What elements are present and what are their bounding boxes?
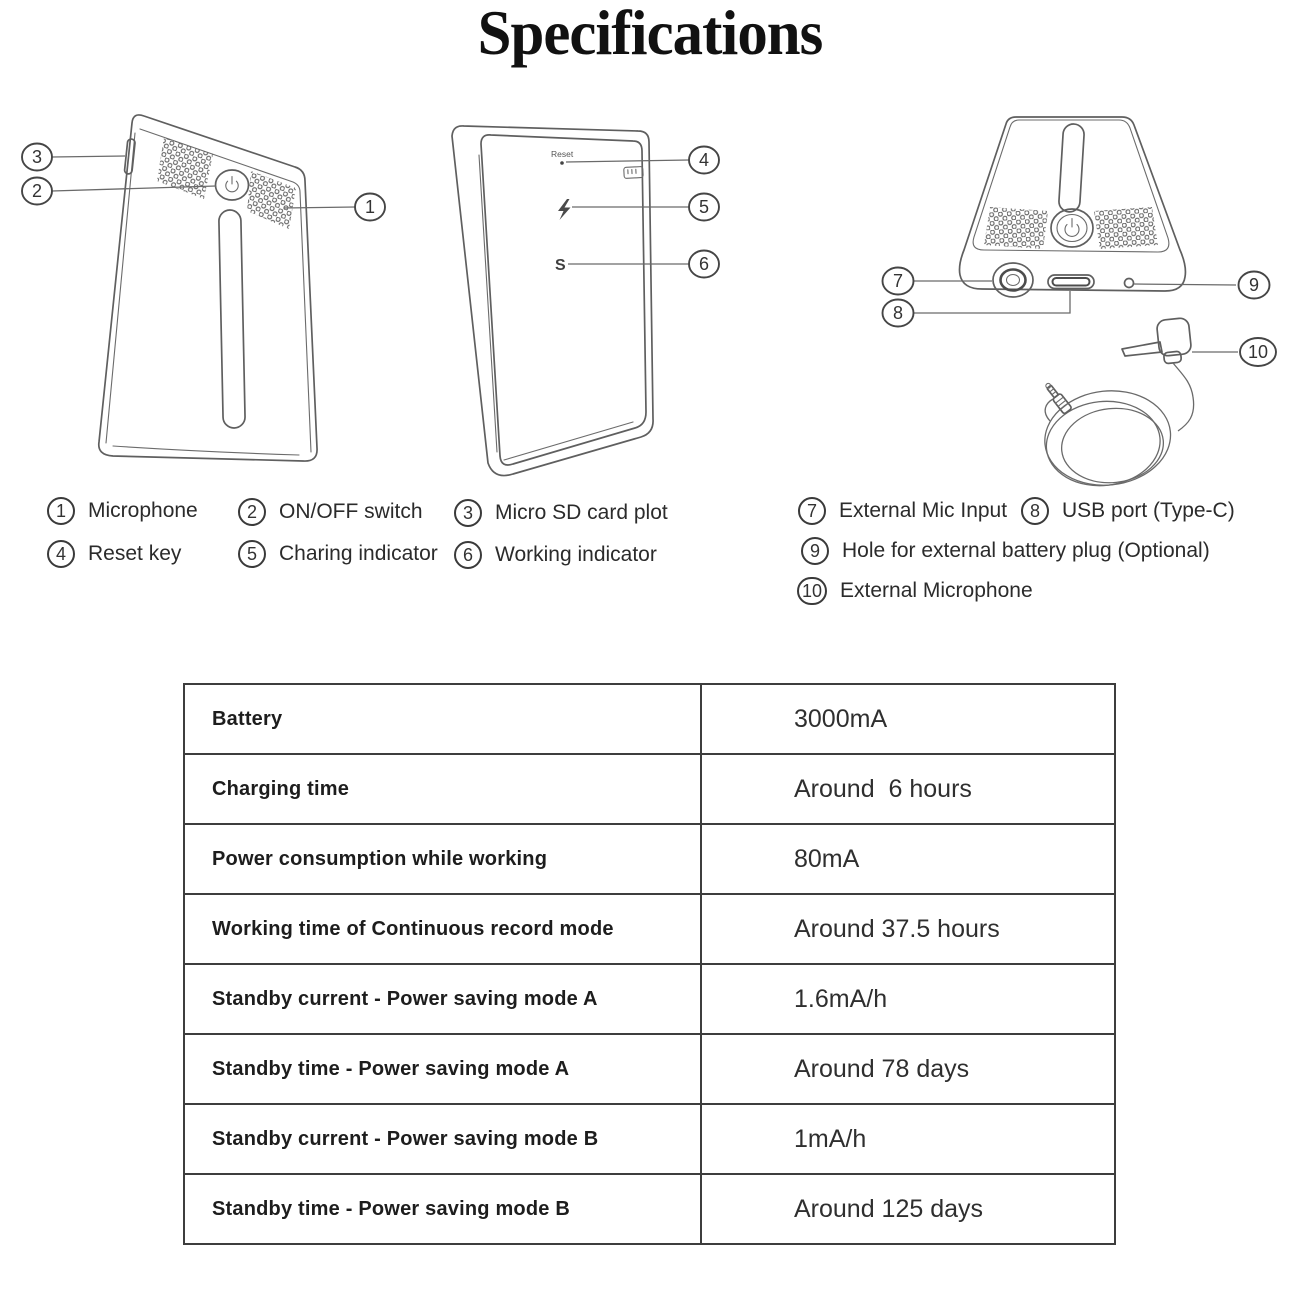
mic-cable	[1173, 363, 1194, 431]
callout-3	[22, 144, 125, 171]
speaker-grid-left	[984, 207, 1048, 249]
table-row	[184, 684, 1115, 754]
spec-name: Standby time - Power saving mode A	[184, 1034, 701, 1104]
spec-value: Around 78 days	[701, 1034, 1115, 1104]
table-row	[184, 964, 1115, 1034]
callout-number: 8	[892, 303, 904, 323]
legend-item-battery-plug-hole	[801, 537, 1210, 565]
center-slot	[219, 210, 246, 428]
spec-value: Around 37.5 hours	[701, 894, 1115, 964]
legend-item-usb-port	[1021, 497, 1235, 525]
usb-c-port	[1048, 275, 1094, 289]
legend-number-badge: 4	[47, 540, 75, 568]
legend-item-label: External Microphone	[840, 579, 1033, 602]
legend-item-microphone	[47, 497, 198, 525]
speaker-grid-right	[1094, 207, 1158, 249]
device-front-view	[99, 115, 317, 461]
reset-label: Reset	[551, 149, 574, 159]
legend-number-badge: 10	[797, 577, 827, 605]
callout-number: 4	[698, 150, 710, 170]
callout-number: 3	[31, 147, 43, 167]
legend-number-badge: 1	[47, 497, 75, 525]
power-button	[216, 170, 249, 200]
legend-item-label: Microphone	[88, 499, 198, 522]
table-row	[184, 1104, 1115, 1174]
page-title: Specifications	[477, 0, 823, 68]
callout-5	[572, 194, 719, 221]
spec-table-body	[184, 684, 1115, 1244]
audio-plug	[1043, 381, 1072, 414]
callout-number: 5	[698, 197, 710, 217]
callout-number: 7	[892, 271, 904, 291]
legend-number-badge: 3	[454, 499, 482, 527]
device-diagram	[0, 0, 1300, 540]
legend-item-label: Hole for external battery plug (Optional)	[842, 539, 1210, 562]
external-microphone-drawing	[1040, 317, 1194, 491]
callout-number: 9	[1248, 275, 1260, 295]
legend-number-badge: 7	[798, 497, 826, 525]
legend-number-badge: 2	[238, 498, 266, 526]
legend-item-micro-sd	[454, 499, 668, 527]
sd-card-icon	[624, 166, 644, 178]
mic-clip	[1122, 342, 1162, 356]
working-indicator-glyph: S	[555, 257, 566, 274]
spec-name: Standby current - Power saving mode B	[184, 1104, 701, 1174]
device-back-view	[452, 126, 653, 476]
spec-name: Standby current - Power saving mode A	[184, 964, 701, 1034]
reset-hole	[560, 161, 564, 165]
table-row	[184, 894, 1115, 964]
legend-item-label: Micro SD card plot	[495, 501, 668, 524]
legend-number-badge: 8	[1021, 497, 1049, 525]
callout-number: 10	[1247, 342, 1269, 362]
legend-item-reset-key	[47, 540, 181, 568]
callout-9	[1134, 272, 1270, 299]
legend-item-charging-indicator	[238, 540, 438, 568]
legend-item-label: USB port (Type-C)	[1062, 499, 1235, 522]
legend-item-label: ON/OFF switch	[279, 500, 423, 523]
legend-number-badge: 6	[454, 541, 482, 569]
callout-1	[284, 194, 385, 221]
spec-value: 80mA	[701, 824, 1115, 894]
legend-item-working-indicator	[454, 541, 657, 569]
external-mic-jack	[993, 263, 1033, 297]
spec-name: Power consumption while working	[184, 824, 701, 894]
legend-item-label: Charing indicator	[279, 542, 438, 565]
spec-name: Charging time	[184, 754, 701, 824]
legend-item-label: External Mic Input	[839, 499, 1008, 522]
spec-value: Around 125 days	[701, 1174, 1115, 1244]
table-row	[184, 1174, 1115, 1244]
callout-10	[1192, 338, 1276, 366]
legend-item-onoff-switch	[238, 498, 423, 526]
spec-value: 1mA/h	[701, 1104, 1115, 1174]
spec-value: 3000mA	[701, 684, 1115, 754]
callout-number: 2	[31, 181, 43, 201]
speaker-grid-left	[157, 137, 213, 199]
legend-item-label: Reset key	[88, 542, 182, 565]
charging-bolt-icon	[558, 199, 571, 220]
specifications-table	[183, 683, 1116, 1245]
legend-number-badge: 9	[801, 537, 829, 565]
table-row	[184, 824, 1115, 894]
callout-number: 6	[698, 254, 710, 274]
speaker-grid-right	[247, 171, 296, 229]
legend-item-external-mic-input	[798, 497, 1007, 525]
top-center-slot	[1058, 123, 1084, 212]
callout-number: 1	[364, 197, 376, 217]
legend-item-external-microphone	[797, 577, 1033, 605]
callout-7	[883, 268, 993, 295]
spec-value: Around 6 hours	[701, 754, 1115, 824]
device-bottom-view	[960, 117, 1186, 297]
table-row	[184, 1034, 1115, 1104]
spec-name: Working time of Continuous record mode	[184, 894, 701, 964]
power-icon	[1065, 219, 1079, 237]
legend-number-badge: 5	[238, 540, 266, 568]
spec-name: Standby time - Power saving mode B	[184, 1174, 701, 1244]
power-icon	[226, 177, 238, 192]
spec-name: Battery	[184, 684, 701, 754]
callout-8	[883, 291, 1071, 327]
cable-coil	[1040, 385, 1175, 492]
legend-item-label: Working indicator	[495, 543, 657, 566]
table-row	[184, 754, 1115, 824]
battery-plug-hole	[1125, 279, 1134, 288]
power-button	[1051, 209, 1093, 247]
spec-value: 1.6mA/h	[701, 964, 1115, 1034]
